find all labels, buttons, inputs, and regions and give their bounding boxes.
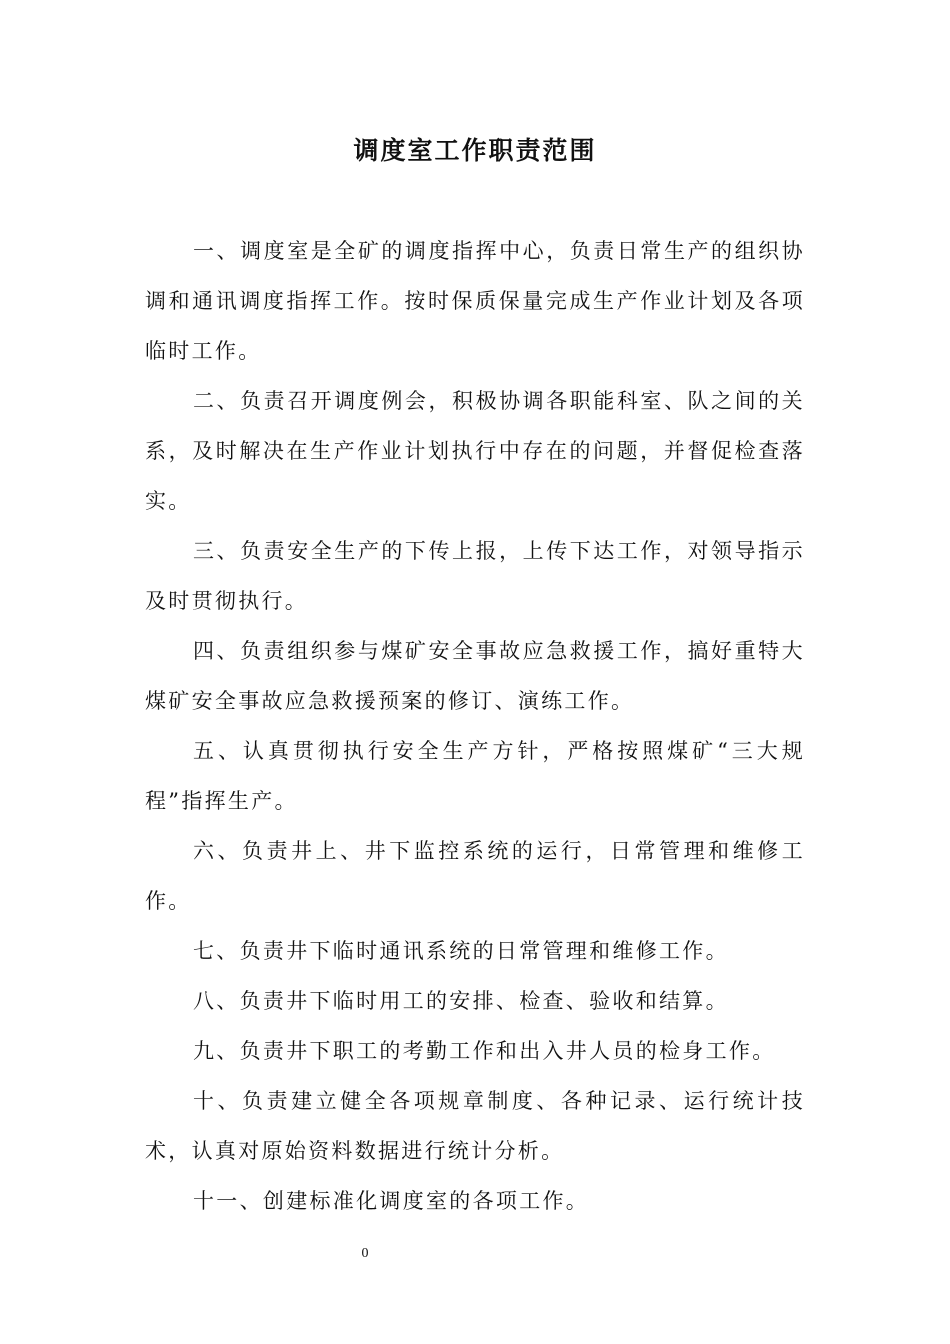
document-body [145,226,805,1226]
paragraph-5: 五、认真贯彻执行安全生产方针，严格按照煤矿“三大规程”指挥生产。 [145,739,805,813]
paragraph-8: 八、负责井下临时用工的安排、检查、验收和结算。 [193,989,729,1013]
paragraph-3: 三、负责安全生产的下传上报，上传下达工作，对领导指示及时贯彻执行。 [145,539,805,613]
paragraph-11: 十一、创建标准化调度室的各项工作。 [193,1189,590,1213]
paragraph-2: 二、负责召开调度例会，积极协调各职能科室、队之间的关系，及时解决在生产作业计划执行中存在的问题，并督促检查落实。 [145,389,805,513]
document-title: 调度室工作职责范围 [353,136,597,165]
paragraph-10: 十、负责建立健全各项规章制度、各种记录、运行统计技术，认真对原始资料数据进行统计分析。 [145,1089,805,1163]
paragraph-9: 九、负责井下职工的考勤工作和出入井人员的检身工作。 [193,1039,776,1063]
paragraph-4: 四、负责组织参与煤矿安全事故应急救援工作，搞好重特大煤矿安全事故应急救援预案的修订、演练工作。 [145,639,805,713]
page-number: 0 [361,1246,369,1261]
paragraph-1: 一、调度室是全矿的调度指挥中心，负责日常生产的组织协调和通讯调度指挥工作。按时保质保量完成生产作业计划及各项临时工作。 [145,239,805,363]
paragraph-7: 七、负责井下临时通讯系统的日常管理和维修工作。 [193,939,729,963]
paragraph-6: 六、负责井上、井下监控系统的运行，日常管理和维修工作。 [145,839,805,913]
